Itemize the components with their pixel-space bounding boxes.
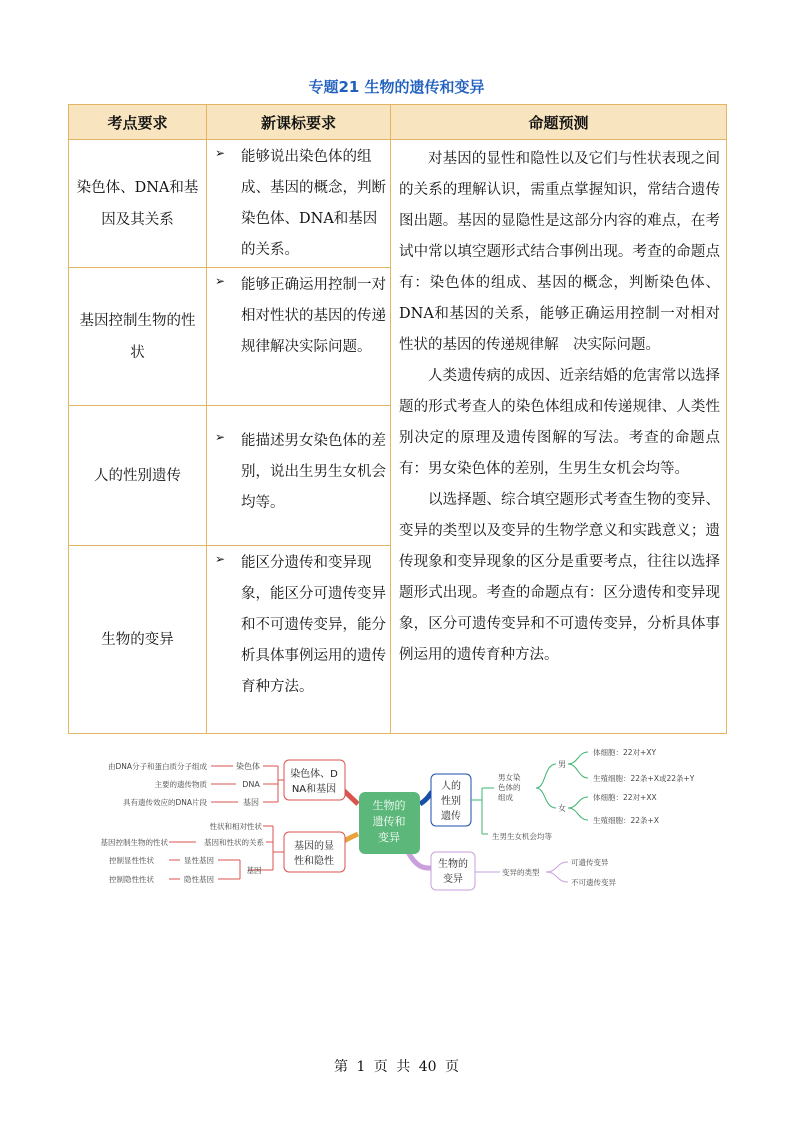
prediction-paragraph: 以选择题、综合填空题形式考查生物的变异、变异的类型以及变异的生物学意义和实践意义；遗传现象和变异现象的区分是重要考点，往往以选择题形式出现。考查的命题点有：区分遗传和变异现象，区分可遗传变异和不可遗传变异，分析具体事例运用的遗传育种方法。 bbox=[399, 492, 720, 663]
branch-label: 生物的 bbox=[438, 859, 468, 870]
requirements-table bbox=[68, 104, 727, 734]
topic-cell: 基因控制生物的性状 bbox=[69, 268, 207, 406]
node-desc: 具有遗传效应的DNA片段 bbox=[122, 798, 207, 807]
node-term: 体细胞：22对+XX bbox=[593, 793, 657, 802]
node-term: 染色体 bbox=[236, 762, 260, 771]
branch-label: 性别 bbox=[441, 796, 461, 807]
requirement-cell bbox=[207, 140, 391, 268]
node-term: 色体的 bbox=[498, 783, 521, 792]
node-desc: 基因控制生物的性状 bbox=[100, 838, 168, 847]
node-term: 基因和性状的关系 bbox=[204, 838, 264, 847]
header-topic: 考点要求 bbox=[69, 105, 207, 140]
node-term: 生男生女机会均等 bbox=[492, 832, 552, 841]
requirement-cell bbox=[207, 406, 391, 546]
header-requirement: 新课标要求 bbox=[207, 105, 391, 140]
node-term: 显性基因 bbox=[184, 856, 214, 865]
branch-connector bbox=[408, 852, 433, 868]
requirement-cell bbox=[207, 546, 391, 734]
topic-cell: 染色体、DNA和基因及其关系 bbox=[69, 140, 207, 268]
prediction-cell bbox=[391, 140, 727, 734]
prediction-paragraph: 对基因的显性和隐性以及它们与性状表现之间的关系的理解认识，需重点掌握知识，常结合遗传图出题。基因的显隐性是这部分内容的难点，在考试中常以填空题形式结合事例出现。考查的命题点有：染色体的组成、基因的概念，判断染色体、DNA和基因的关系，能够正确运用控制一对相对性状的基因的传递规律解 决实际问题。 bbox=[399, 151, 720, 353]
node-term: 男女染 bbox=[498, 773, 521, 782]
node-term: 生殖细胞：22条+X或22条+Y bbox=[593, 774, 695, 783]
arrow-bullet-icon: ➢ bbox=[215, 430, 226, 444]
topic-cell: 生物的变异 bbox=[69, 546, 207, 734]
node-term: 基因 bbox=[246, 866, 262, 875]
requirement-text: 能区分遗传和变异现象，能区分可遗传变异和不可遗传变异，能分析具体事例运用的遗传育种方法。 bbox=[241, 555, 386, 695]
requirement-text: 能描述男女染色体的差别，说出生男生女机会均等。 bbox=[241, 433, 386, 511]
node-desc: 控制显性性状 bbox=[109, 856, 154, 865]
page-footer: 第 1 页 共 40 页 bbox=[334, 1059, 459, 1075]
requirement-cell bbox=[207, 268, 391, 406]
node-term: DNA bbox=[242, 780, 260, 789]
center-label: 遗传和 bbox=[372, 815, 406, 828]
mind-map bbox=[68, 742, 728, 892]
node-term: 男 bbox=[558, 760, 566, 769]
node-term: 基因 bbox=[243, 798, 259, 807]
table-header-row bbox=[69, 105, 727, 140]
page-title: 专题21 生物的遗传和变异 bbox=[308, 78, 485, 96]
node-desc: 控制隐性性状 bbox=[109, 875, 154, 884]
branch-label: 变异 bbox=[443, 874, 463, 885]
node-desc: 主要的遗传物质 bbox=[154, 780, 207, 789]
table-row bbox=[69, 140, 727, 268]
node-term: 隐性基因 bbox=[184, 875, 214, 884]
arrow-bullet-icon: ➢ bbox=[215, 146, 226, 160]
node-term: 可遗传变异 bbox=[571, 858, 609, 867]
node-term: 女 bbox=[558, 804, 566, 813]
requirement-text: 能够说出染色体的组成、基因的概念，判断染色体、DNA和基因的关系。 bbox=[241, 149, 386, 258]
topic-cell: 人的性别遗传 bbox=[69, 406, 207, 546]
node-term: 体细胞：22对+XY bbox=[593, 748, 657, 757]
arrow-bullet-icon: ➢ bbox=[215, 552, 226, 566]
center-label: 生物的 bbox=[372, 799, 406, 812]
node-term: 生殖细胞：22条+X bbox=[593, 816, 659, 825]
header-prediction: 命题预测 bbox=[391, 105, 727, 140]
node-term: 组成 bbox=[498, 793, 513, 802]
prediction-paragraph: 人类遗传病的成因、近亲结婚的危害常以选择题的形式考查人的染色体组成和传递规律、人类性别决定的原理及遗传图解的写法。考查的命题点有：男女染色体的差别，生男生女机会均等。 bbox=[399, 368, 720, 477]
branch-label: 性和隐性 bbox=[294, 856, 334, 867]
branch-label: NA和基因 bbox=[291, 784, 337, 795]
node-term: 性状和相对性状 bbox=[209, 822, 262, 831]
arrow-bullet-icon: ➢ bbox=[215, 274, 226, 288]
branch-label: 遗传 bbox=[441, 811, 461, 822]
node-desc: 由DNA分子和蛋白质分子组成 bbox=[107, 762, 207, 771]
branch-label: 人的 bbox=[441, 781, 461, 792]
branch-label: 基因的显 bbox=[294, 841, 334, 852]
requirement-text: 能够正确运用控制一对相对性状的基因的传递规律解决实际问题。 bbox=[241, 277, 386, 355]
branch-label: 染色体、D bbox=[290, 769, 338, 780]
node-term: 变异的类型 bbox=[502, 868, 540, 877]
center-label: 变异 bbox=[378, 831, 400, 844]
node-term: 不可遗传变异 bbox=[571, 878, 616, 887]
